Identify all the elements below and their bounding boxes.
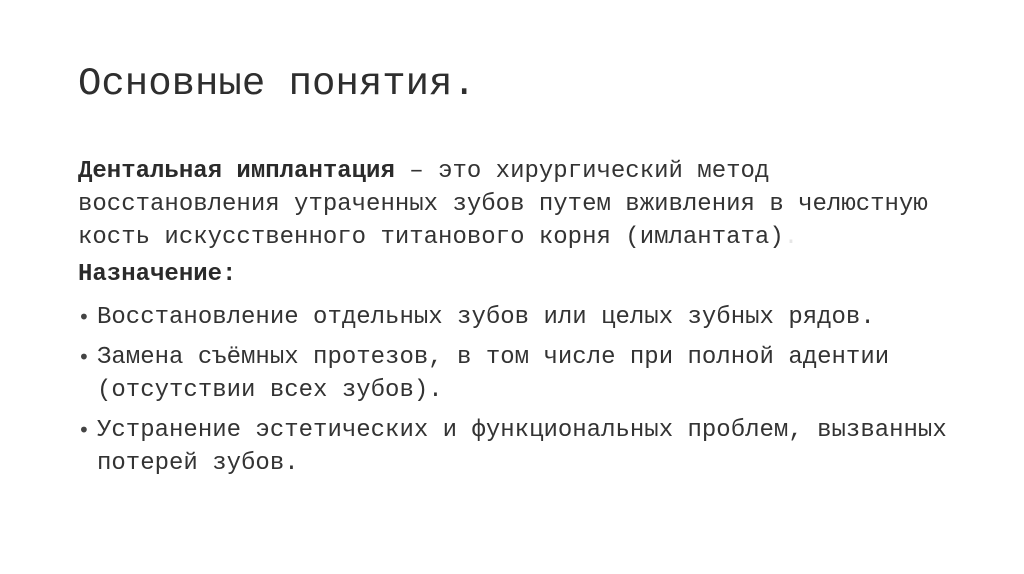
list-item (78, 301, 947, 334)
list-item-text: Замена съёмных протезов, в том числе при полной адентии (отсутствии всех зубов). (97, 344, 890, 404)
definition-paragraph (78, 155, 948, 254)
bullet-icon: • (78, 345, 90, 369)
bullet-icon: • (78, 305, 90, 329)
purpose-heading: Назначение: (78, 261, 237, 288)
bullet-icon: • (78, 418, 90, 442)
slide-title: Основные понятия. (78, 62, 476, 106)
definition-term: Дентальная имплантация (78, 158, 395, 185)
list-item (78, 414, 947, 480)
definition-trailing-dot: . (783, 224, 799, 251)
definition-text: – это хирургический метод восстановления утраченных зубов путем вживления в челюстную кость искусственного титанового корня (имлантата) (78, 158, 928, 251)
list-item (78, 341, 947, 407)
list-item-text: Восстановление отдельных зубов или целых зубных рядов. (97, 304, 875, 331)
list-item-text: Устранение эстетических и функциональных проблем, вызванных потерей зубов. (97, 417, 947, 477)
purpose-list (78, 301, 958, 480)
slide-body (78, 155, 958, 487)
